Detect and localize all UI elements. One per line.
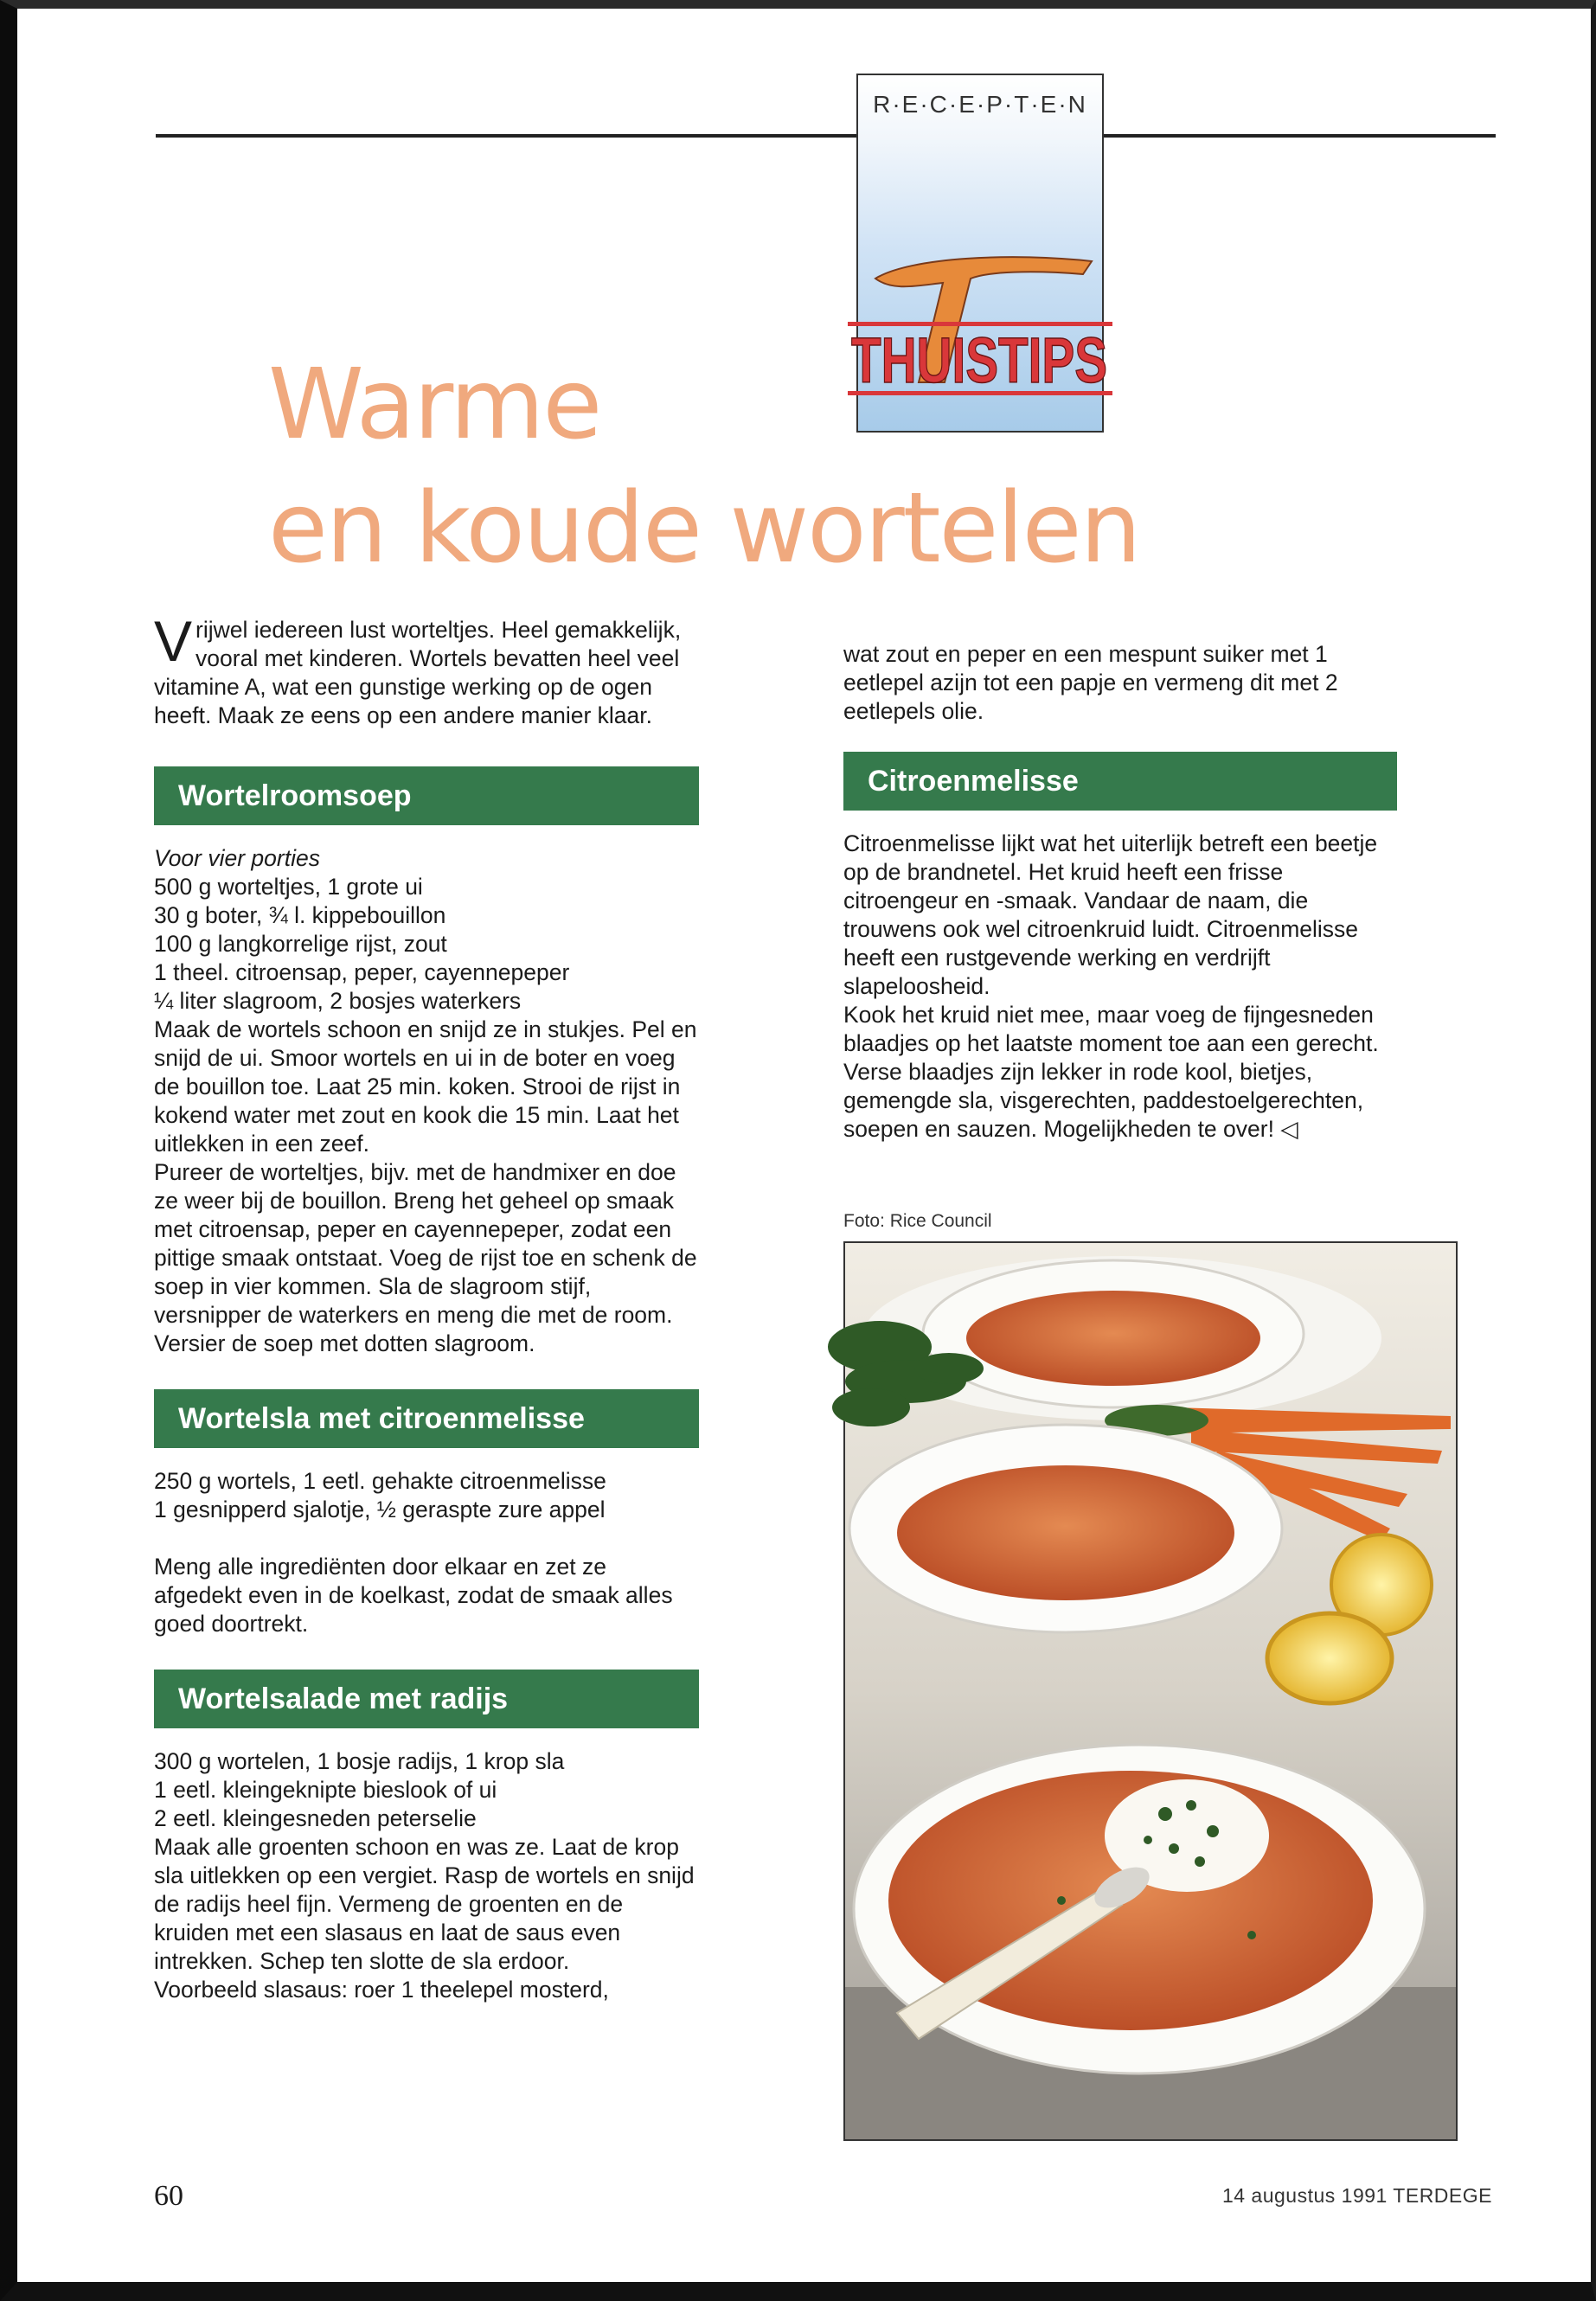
article-title-line-2: en koude wortelen: [268, 472, 1140, 585]
issue-footer: 14 augustus 1991 TERDEGE: [1221, 2184, 1492, 2207]
portions-line: Voor vier porties: [154, 845, 320, 871]
citroenmelisse-paragraph: Kook het kruid niet mee, maar voeg de fijngesneden blaadjes op het laatste moment toe aan een gerecht. Verse blaadjes zijn lekker in rode kool, bietjes, gemengde sla, visgerechten, paddestoelgerechten, soepen en sauzen. Mogelijkheden te over! ◁: [843, 1002, 1379, 1142]
ingredient-line: 500 g worteltjes, 1 grote ui: [154, 874, 423, 900]
ingredient-line: ¼ liter slagroom, 2 bosjes waterkers: [154, 988, 522, 1014]
method-paragraph: Pureer de worteltjes, bijv. met de handmixer en doe ze weer bij de bouillon. Breng het geheel op smaak met citroensap, peper en cayennepeper, zodat een pittige smaak ontstaat. Voeg de rijst toe en schenk de soep in vier kommen. Sla de slagroom stijf, versnipper de waterkers en meng die met de room. Versier de soep met dotten slagroom.: [154, 1159, 697, 1356]
citroenmelisse-paragraph: Citroenmelisse lijkt wat het uiterlijk betreft een beetje op de brandnetel. Het kruid heeft een frisse citroengeur en -smaak. Vandaar de naam, die trouwens ook wel citroenkruid luidt. Citroenmelisse heeft een rustgevende werking en verdrijft slapeloosheid.: [843, 830, 1378, 999]
ingredient-line: 2 eetl. kleingesneden peterselie: [154, 1805, 477, 1831]
thuistips-logo-box: [851, 74, 1107, 433]
soup-photo: [843, 1241, 1458, 2141]
dressing-paragraph-continued: wat zout en peper en een mespunt suiker met 1 eetlepel azijn tot een papje en vermeng dit met 2 eetlepels olie.: [843, 641, 1338, 724]
intro-paragraph: [154, 609, 699, 730]
section-heading-wortelsalade: Wortelsalade met radijs: [154, 1670, 699, 1728]
ingredient-line: 1 eetl. kleingeknipte bieslook of ui: [154, 1777, 497, 1803]
section-heading-citroenmelisse: Citroenmelisse: [843, 752, 1397, 811]
drop-cap: V: [154, 609, 193, 673]
method-paragraph: Maak alle groenten schoon en was ze. Laat de krop sla uitlekken op een vergiet. Rasp de wortels en snijd de radijs heel fijn. Vermeng de groenten en de kruiden met een slasaus en laat de saus even intrekken. Schep ten slotte de sla erdoor.: [154, 1834, 695, 1974]
ingredient-line: 1 gesnipperd sjalotje, ½ geraspte zure appel: [154, 1497, 606, 1522]
article-title-line-1: Warme: [268, 349, 601, 461]
photo-credit: Foto: Rice Council: [843, 1211, 992, 1231]
header-rule-right: [1102, 134, 1496, 138]
intro-text: rijwel iedereen lust worteltjes. Heel gemakkelijk, vooral met kinderen. Wortels bevatten heel veel vitamine A, wat een gunstige werking op de ogen heeft. Maak ze eens op een andere manier klaar.: [154, 617, 682, 728]
ingredient-line: 250 g wortels, 1 eetl. gehakte citroenmelisse: [154, 1468, 606, 1494]
section-heading-wortelsla: Wortelsla met citroenmelisse: [154, 1389, 699, 1448]
section-heading-wortelroomsoep: Wortelroomsoep: [154, 766, 699, 825]
dressing-paragraph-start: Voorbeeld slasaus: roer 1 theelepel mosterd,: [154, 1977, 609, 2003]
thuistips-logo: [841, 253, 1118, 400]
method-paragraph: Meng alle ingrediënten door elkaar en zet ze afgedekt even in de koelkast, zodat de smaak alles goed doortrekt.: [154, 1554, 673, 1637]
ingredient-line: 100 g langkorrelige rijst, zout: [154, 931, 447, 957]
ingredient-line: 30 g boter, ¾ l. kippebouillon: [154, 902, 446, 928]
right-column: [843, 640, 1397, 1144]
left-column: [154, 609, 699, 2004]
thuistips-logo-text: THUISTIPS: [851, 324, 1107, 396]
header-rule-left: [156, 134, 858, 138]
ingredient-line: 1 theel. citroensap, peper, cayennepeper: [154, 959, 570, 985]
section-kicker: R·E·C·E·P·T·E·N: [873, 91, 1087, 118]
method-paragraph: Maak de wortels schoon en snijd ze in stukjes. Pel en snijd de ui. Smoor wortels en ui in de boter en voeg de bouillon toe. Laat 25 min. koken. Strooi de rijst in kokend water met zout en kook die 15 min. Laat het uitlekken in een zeef.: [154, 1016, 697, 1157]
ingredient-line: 300 g wortelen, 1 bosje radijs, 1 krop sla: [154, 1748, 565, 1774]
page-number: 60: [154, 2180, 183, 2212]
soup-illustration: [845, 1243, 1456, 2139]
